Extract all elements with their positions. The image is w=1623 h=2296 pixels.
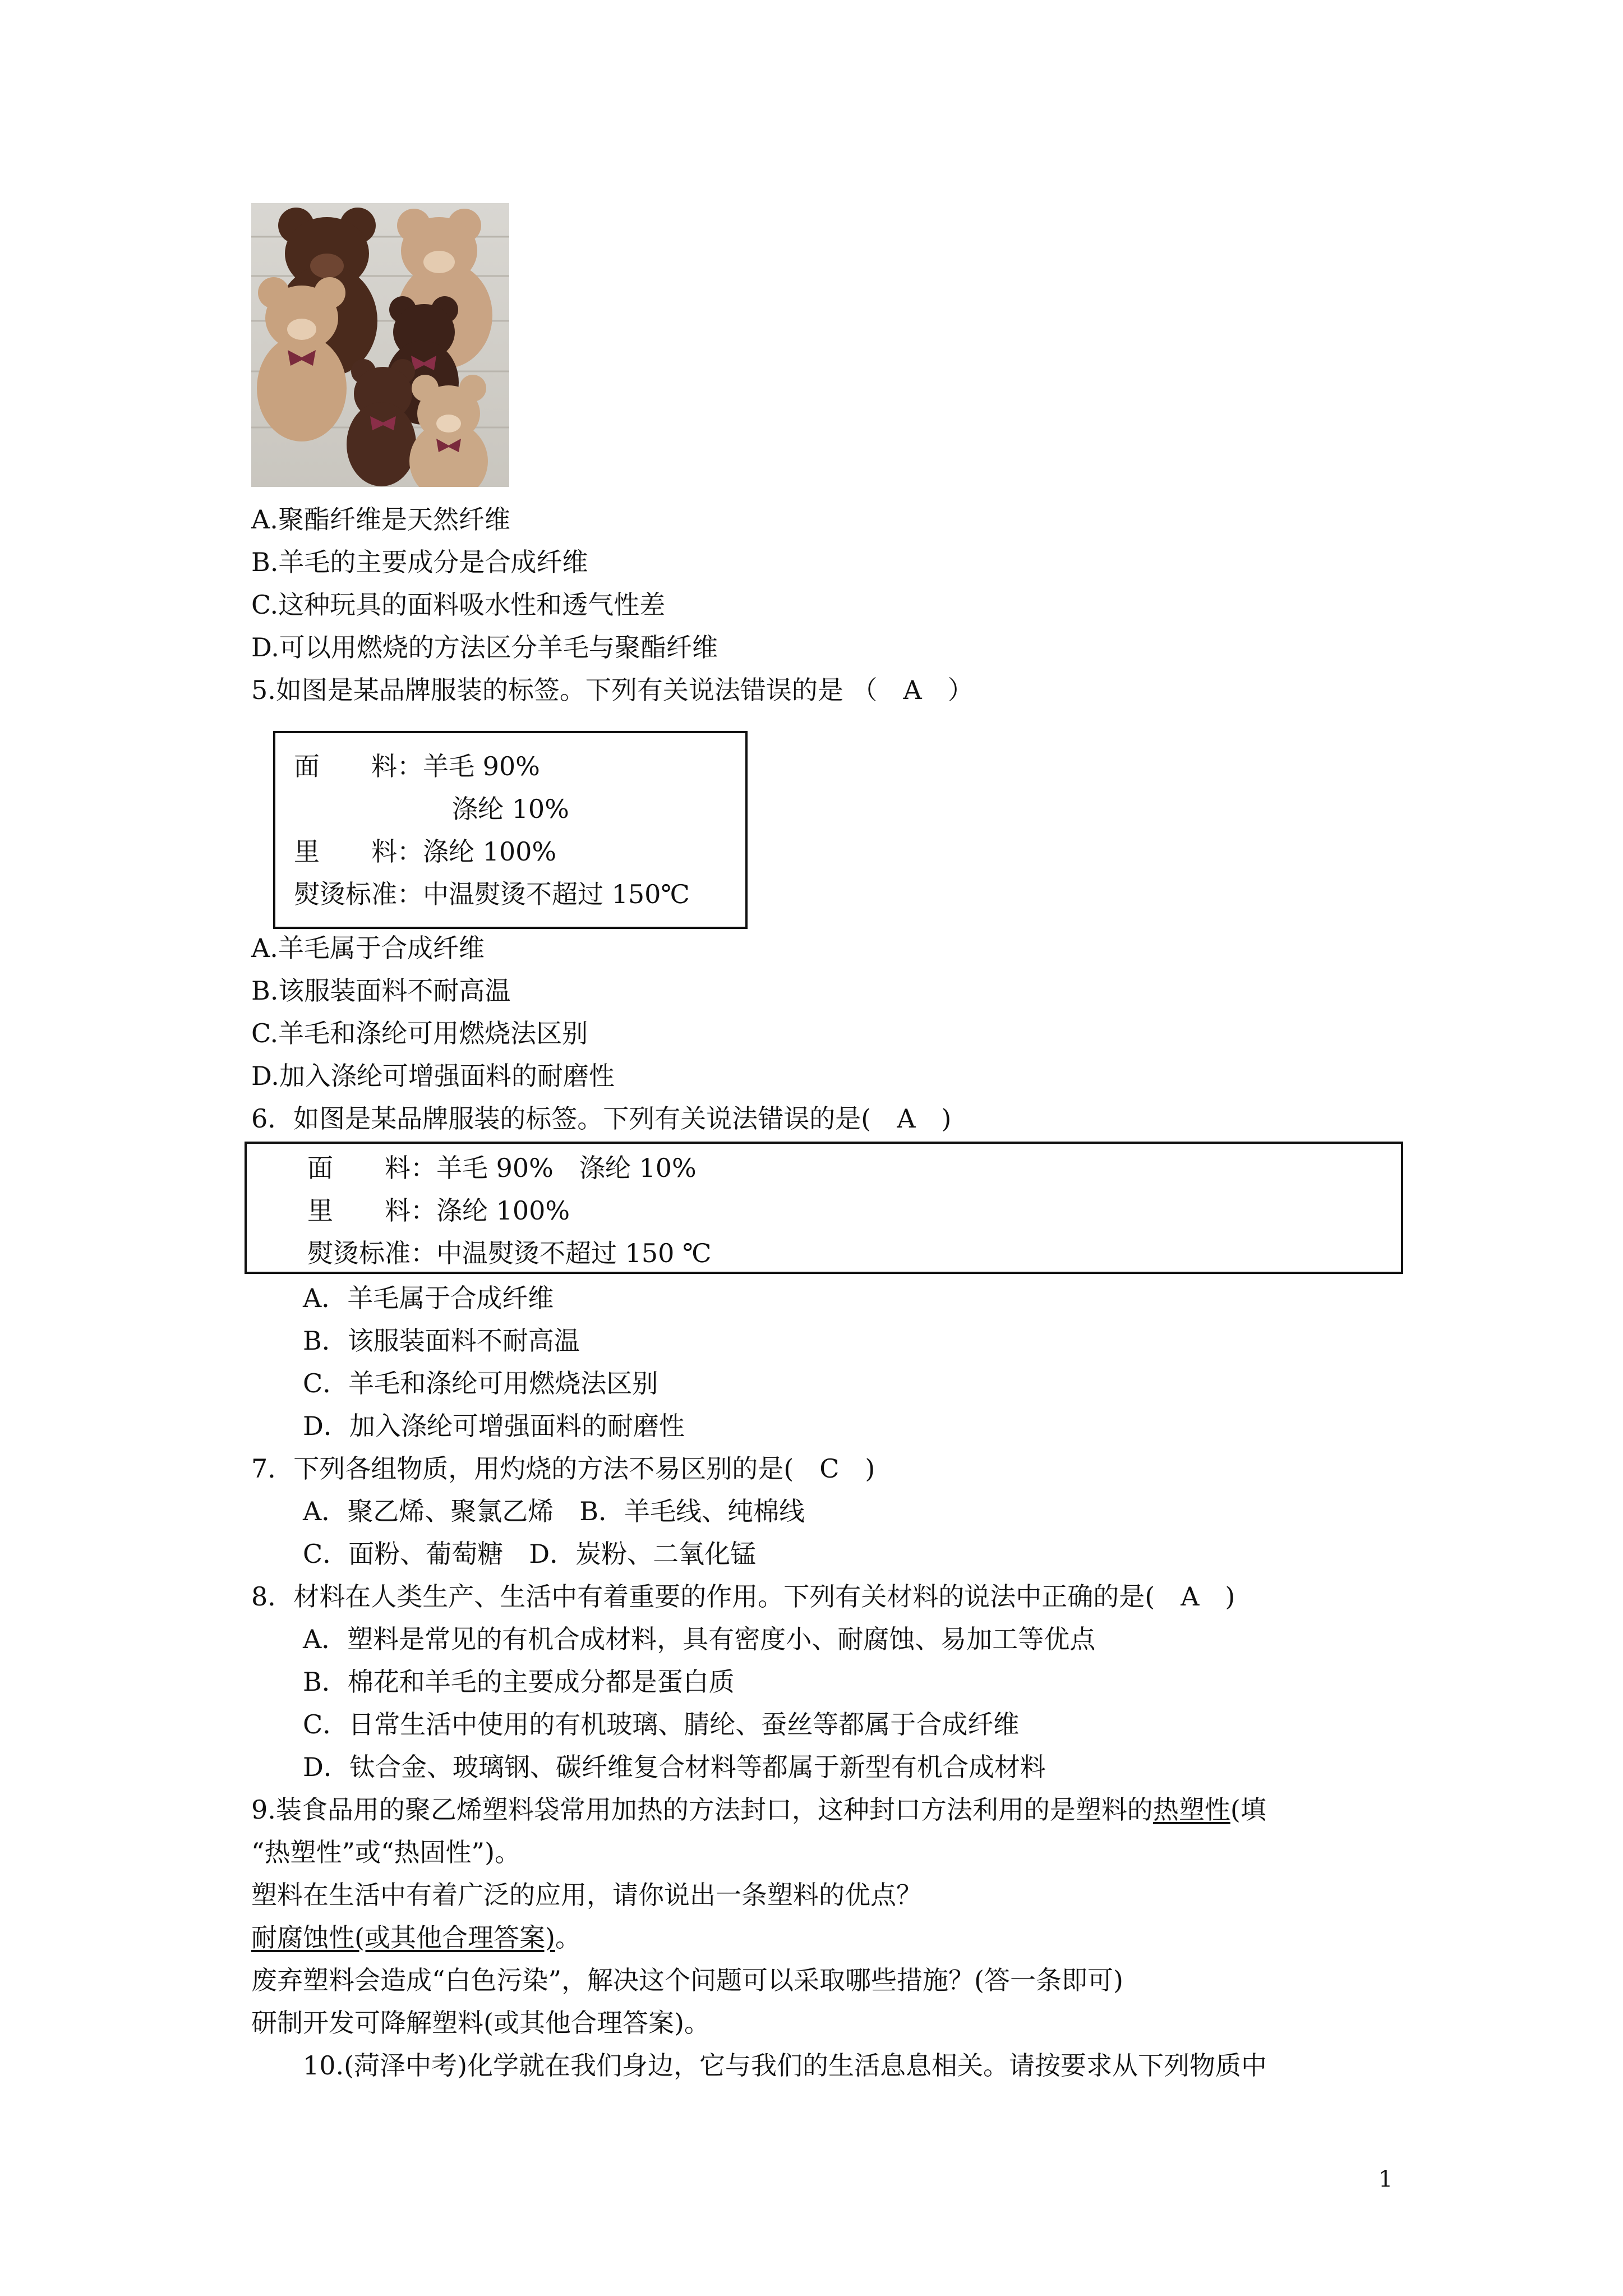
q5-option-d: D.加入涤纶可增强面料的耐磨性 — [251, 1061, 615, 1091]
q9-question-measures: 废弃塑料会造成“白色污染”，解决这个问题可以采取哪些措施？(答一条即可) — [251, 1965, 1123, 1995]
q6-option-d: D．加入涤纶可增强面料的耐磨性 — [303, 1411, 685, 1441]
q9-answer-advantage-line — [251, 1921, 581, 1954]
q4-option-a: A.聚酯纤维是天然纤维 — [251, 504, 510, 535]
q7-options-row1: A．聚乙烯、聚氯乙烯 B．羊毛线、纯棉线 — [303, 1496, 805, 1526]
q10-stem: 10.(菏泽中考)化学就在我们身边，它与我们的生活息息相关。请按要求从下列物质中 — [303, 2050, 1267, 2081]
q7-stem: 7．下列各组物质，用灼烧的方法不易区别的是( C ) — [251, 1453, 875, 1484]
q9-answer-advantage-tail: 。 — [555, 1922, 581, 1953]
q6-label-line2: 里 料：涤纶 100% — [307, 1195, 570, 1226]
q6-option-c: C．羊毛和涤纶可用燃烧法区别 — [303, 1368, 658, 1398]
q9-stem-text: 9.装食品用的聚乙烯塑料袋常用加热的方法封口，这种封口方法利用的是塑料的 — [251, 1795, 1153, 1825]
q5-label-line2: 涤纶 10% — [452, 794, 569, 824]
q6-option-b: B．该服装面料不耐高温 — [303, 1326, 580, 1356]
q7-options-row2: C．面粉、葡萄糖 D．炭粉、二氧化锰 — [303, 1539, 757, 1569]
q8-option-b: B．棉花和羊毛的主要成分都是蛋白质 — [303, 1667, 735, 1697]
q5-option-a: A.羊毛属于合成纤维 — [251, 933, 485, 963]
q5-option-b: B.该服装面料不耐高温 — [251, 976, 511, 1006]
q4-option-c: C.这种玩具的面料吸水性和透气性差 — [251, 590, 666, 620]
q6-stem: 6．如图是某品牌服装的标签。下列有关说法错误的是( A ) — [251, 1103, 952, 1134]
q4-option-b: B.羊毛的主要成分是合成纤维 — [251, 547, 588, 577]
q5-option-c: C.羊毛和涤纶可用燃烧法区别 — [251, 1018, 588, 1048]
q9-stem-line2: “热塑性”或“热固性”)。 — [251, 1837, 521, 1867]
q6-option-a: A．羊毛属于合成纤维 — [303, 1283, 554, 1313]
q9-answer-advantage: 耐腐蚀性(或其他合理答案) — [251, 1922, 555, 1953]
q6-label-line3: 熨烫标准：中温熨烫不超过 150 ℃ — [307, 1238, 712, 1268]
q8-stem: 8．材料在人类生产、生活中有着重要的作用。下列有关材料的说法中正确的是( A ) — [251, 1581, 1235, 1612]
q9-answer-measures: 研制开发可降解塑料(或其他合理答案)。 — [251, 2008, 710, 2038]
q5-label-line4: 熨烫标准：中温熨烫不超过 150℃ — [294, 879, 690, 909]
q5-label-line1: 面 料：羊毛 90% — [294, 751, 540, 781]
q5-stem: 5.如图是某品牌服装的标签。下列有关说法错误的是 （ A ） — [251, 675, 974, 705]
q9-stem-line1 — [251, 1793, 1266, 1826]
q8-option-a: A．塑料是常见的有机合成材料，具有密度小、耐腐蚀、易加工等优点 — [303, 1624, 1096, 1654]
q8-option-c: C．日常生活中使用的有机玻璃、腈纶、蚕丝等都属于合成纤维 — [303, 1709, 1020, 1740]
q5-label-line3: 里 料：涤纶 100% — [294, 836, 557, 867]
teddy-bears-photo — [251, 203, 509, 487]
page-number: 1 — [1378, 2166, 1393, 2192]
q4-option-d: D.可以用燃烧的方法区分羊毛与聚酯纤维 — [251, 632, 718, 662]
q6-label-line1: 面 料：羊毛 90% 涤纶 10% — [307, 1153, 697, 1183]
q8-option-d: D．钛合金、玻璃钢、碳纤维复合材料等都属于新型有机合成材料 — [303, 1752, 1046, 1782]
q9-question-advantage: 塑料在生活中有着广泛的应用，请你说出一条塑料的优点？ — [251, 1880, 922, 1910]
q9-fill-hint: (填 — [1230, 1795, 1266, 1825]
q9-answer-thermoplastic: 热塑性 — [1152, 1795, 1230, 1825]
